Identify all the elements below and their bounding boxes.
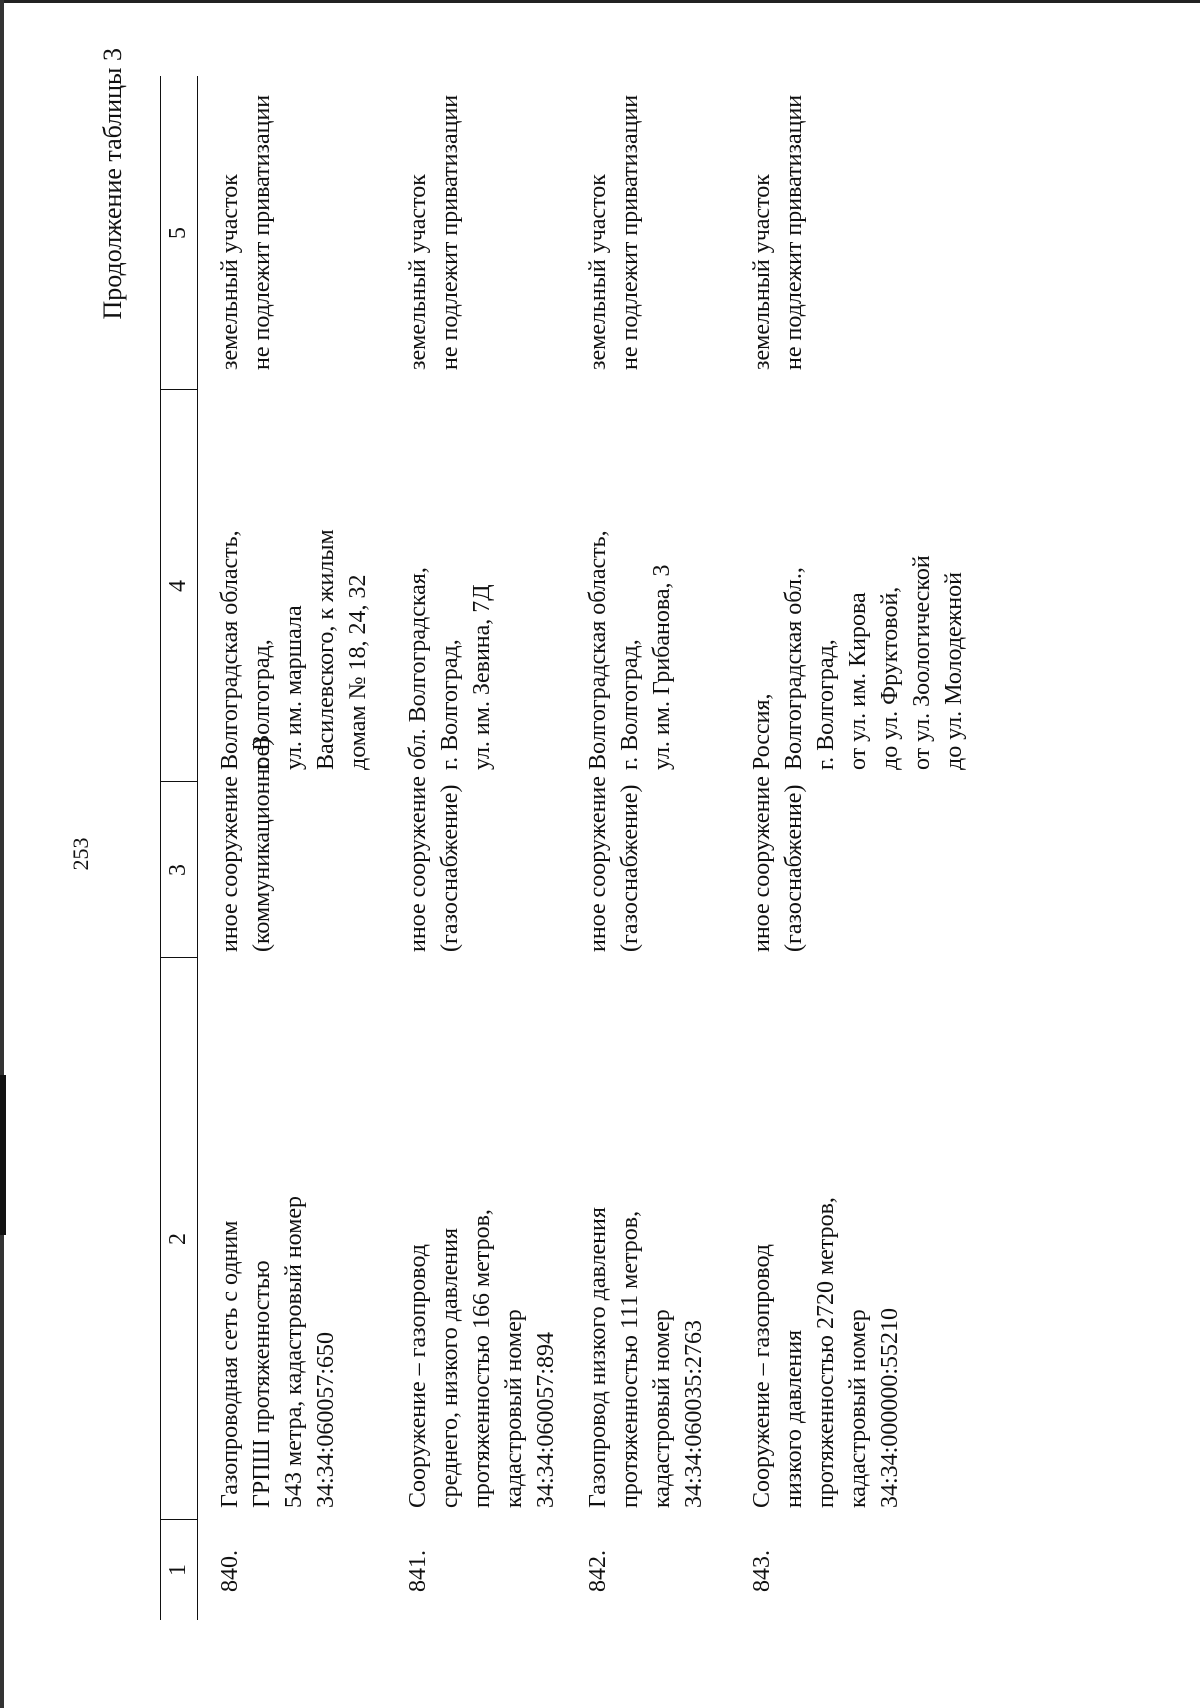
object-note [214, 80, 278, 370]
object-note [746, 80, 810, 370]
object-address [582, 410, 678, 770]
object-note-line: земельный участок [217, 174, 243, 370]
object-name-line: Газопровод низкого давления [585, 1207, 611, 1508]
object-note-line: земельный участок [585, 174, 611, 370]
column-header-5: 5 [165, 227, 191, 239]
object-type-line: (коммуникационное) [249, 737, 275, 952]
object-name-line: 34:34:060035:2763 [681, 1319, 707, 1508]
object-address-line: до ул. Молодежной [941, 572, 967, 770]
object-type-line: (газоснабжение) [781, 784, 807, 952]
object-name-line: низкого давления [781, 1329, 807, 1508]
object-name [214, 968, 342, 1508]
object-type [746, 776, 810, 952]
object-name-line: Сооружение – газопровод [749, 1244, 775, 1508]
column-header-1: 1 [165, 1564, 191, 1576]
object-address-line: г. Волгоград, [813, 639, 839, 770]
object-address-line: ул. им. маршала [281, 605, 307, 770]
object-address-line: Волгоградская обл., [781, 567, 807, 770]
object-address-line: Василевского, к жилым [313, 529, 339, 770]
row-number-line: 842. [585, 1550, 611, 1592]
object-address-line: от ул. Зоологической [909, 555, 935, 770]
row-number [214, 1530, 246, 1592]
object-address-line: от ул. им. Кирова [845, 592, 871, 770]
table-row [386, 76, 566, 1620]
object-address-line: Волгоградская область, [217, 530, 243, 770]
object-address-line: Волгоградская область, [585, 530, 611, 770]
row-number [402, 1530, 434, 1592]
object-type-line: иное сооружение [749, 776, 775, 952]
object-address-line: до ул. Фруктовой, [877, 586, 903, 770]
object-address-line: обл. Волгоградская, [405, 567, 431, 770]
table-header-row [160, 76, 198, 1620]
row-number [746, 1530, 778, 1592]
table-row [730, 76, 967, 1620]
object-name [746, 968, 906, 1508]
object-address-line: г. Волгоград, [437, 639, 463, 770]
object-name-line: Сооружение – газопровод [405, 1244, 431, 1508]
object-address-line: домам № 18, 24, 32 [345, 574, 371, 770]
object-type-line: (газоснабжение) [437, 784, 463, 952]
table-caption: Продолжение таблицы 3 [98, 48, 127, 320]
object-note-line: земельный участок [749, 174, 775, 370]
row-number [582, 1530, 614, 1592]
object-name-line: 34:34:060057:894 [533, 1331, 559, 1508]
row-number-line: 841. [405, 1550, 431, 1592]
object-name-line: протяженностью 111 метров, [617, 1210, 643, 1508]
object-note-line: не подлежит приватизации [437, 94, 463, 370]
table-row [566, 76, 730, 1620]
column-header-3: 3 [165, 864, 191, 876]
object-name [582, 968, 710, 1508]
object-address-line: Россия, [749, 693, 775, 770]
object-name-line: кадастровый номер [845, 1309, 871, 1508]
property-table [160, 76, 967, 1620]
object-note [402, 80, 466, 370]
object-note-line: не подлежит приватизации [249, 94, 275, 370]
object-address [746, 410, 970, 770]
object-name-line: среднего, низкого давления [437, 1227, 463, 1508]
object-type [582, 776, 646, 952]
object-name-line: протяженностью 2720 метров, [813, 1197, 839, 1508]
table-body [198, 76, 967, 1620]
object-note-line: не подлежит приватизации [617, 94, 643, 370]
object-note-line: земельный участок [405, 174, 431, 370]
object-name-line: ГРПШ протяженностью [249, 1260, 275, 1508]
table-row [198, 76, 386, 1620]
object-type [402, 776, 466, 952]
object-address-line: ул. им. Грибанова, 3 [649, 564, 675, 770]
object-name-line: протяженностью 166 метров, [469, 1209, 495, 1508]
object-note-line: не подлежит приватизации [781, 94, 807, 370]
row-number-line: 840. [217, 1550, 243, 1592]
object-name-line: 34:34:060057:650 [313, 1331, 339, 1508]
object-address-line: г. Волгоград, [617, 639, 643, 770]
object-type-line: иное сооружение [585, 776, 611, 952]
row-number-line: 843. [749, 1550, 775, 1592]
object-name [402, 968, 562, 1508]
column-header-4: 4 [165, 580, 191, 592]
object-type [214, 737, 278, 952]
object-type-line: (газоснабжение) [617, 784, 643, 952]
object-address [402, 410, 498, 770]
column-header-2: 2 [165, 1233, 191, 1245]
object-address-line: г. Волгоград, [249, 639, 275, 770]
object-address [214, 410, 374, 770]
object-type-line: иное сооружение [405, 776, 431, 952]
object-name-line: Газопроводная сеть с одним [217, 1220, 243, 1508]
object-name-line: 34:34:000000:55210 [877, 1307, 903, 1508]
object-name-line: кадастровый номер [501, 1309, 527, 1508]
object-note [582, 80, 646, 370]
page-number: 253 [68, 837, 93, 871]
object-address-line: ул. им. Зевина, 7Д [469, 584, 495, 770]
object-type-line: иное сооружение [217, 776, 243, 952]
object-name-line: кадастровый номер [649, 1309, 675, 1508]
object-name-line: 543 метра, кадастровый номер [281, 1195, 307, 1508]
